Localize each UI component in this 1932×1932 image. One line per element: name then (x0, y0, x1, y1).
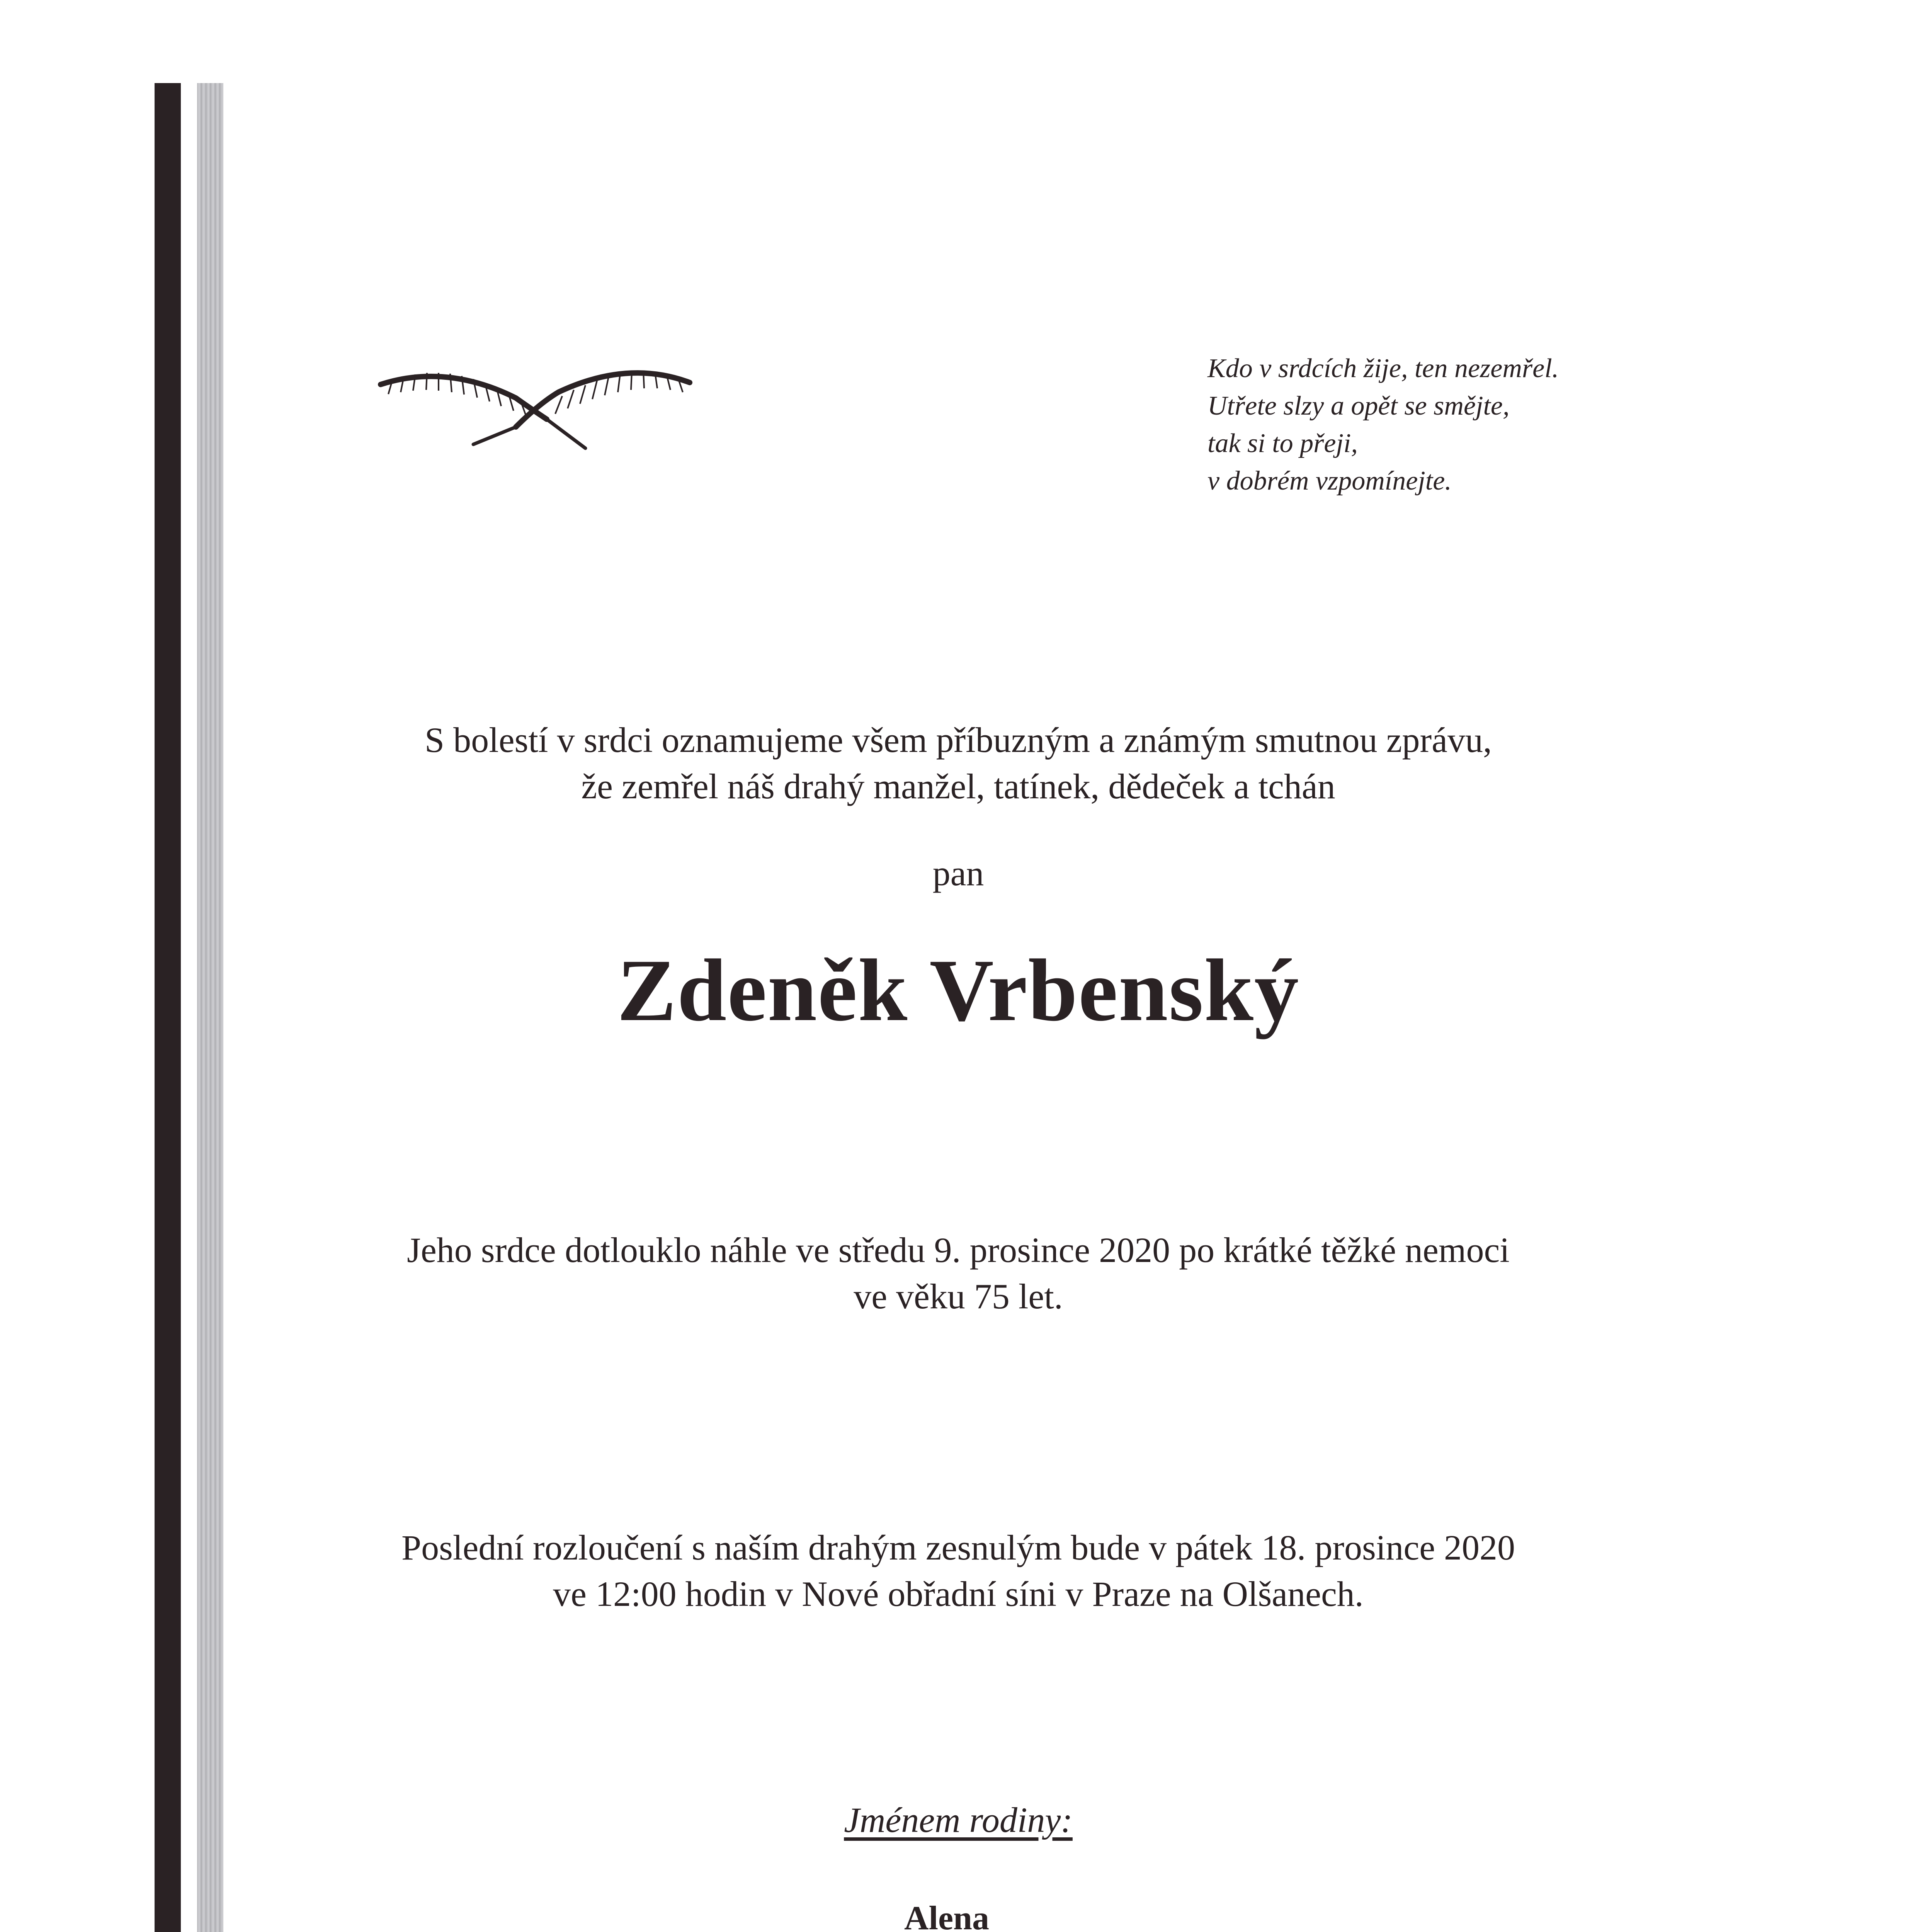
farewell-notice (185, 1524, 1731, 1617)
announcement-line: že zemřel náš drahý manžel, tatínek, dědeček a tchán (581, 767, 1335, 806)
poem-line: v dobrém vzpomínejte. (1208, 466, 1452, 496)
poem (1208, 350, 1559, 500)
death-notice (185, 1227, 1731, 1320)
deceased-name: Zdeněk Vrbenský (617, 941, 1300, 1039)
crossed-feathers-icon (377, 361, 694, 454)
death-notice-line: Jeho srdce dotlouklo náhle ve středu 9. prosince 2020 po krátké těžké nemoci (407, 1230, 1510, 1270)
poem-line: tak si to přeji, (1208, 429, 1358, 458)
family-member-spouse (773, 1897, 1121, 1932)
poem-line: Kdo v srdcích žije, ten nezemřel. (1208, 354, 1559, 383)
border-vertical-black (155, 83, 181, 1932)
announcement-line: S bolestí v srdci oznamujeme všem příbuzným a známým smutnou zprávu, (425, 720, 1492, 760)
honorific: pan (932, 854, 984, 893)
poem-line: Utřete slzy a opět se smějte, (1208, 391, 1510, 421)
farewell-line: ve 12:00 hodin v Nové obřadní síni v Praze na Olšanech. (553, 1574, 1364, 1614)
death-notice-line: ve věku 75 let. (854, 1277, 1063, 1316)
family-header: Jménem rodiny: (844, 1800, 1073, 1840)
member-name: Alena (904, 1900, 989, 1932)
farewell-line: Poslední rozloučení s naším drahým zesnulým bude v pátek 18. prosince 2020 (401, 1528, 1515, 1567)
announcement (185, 717, 1731, 810)
